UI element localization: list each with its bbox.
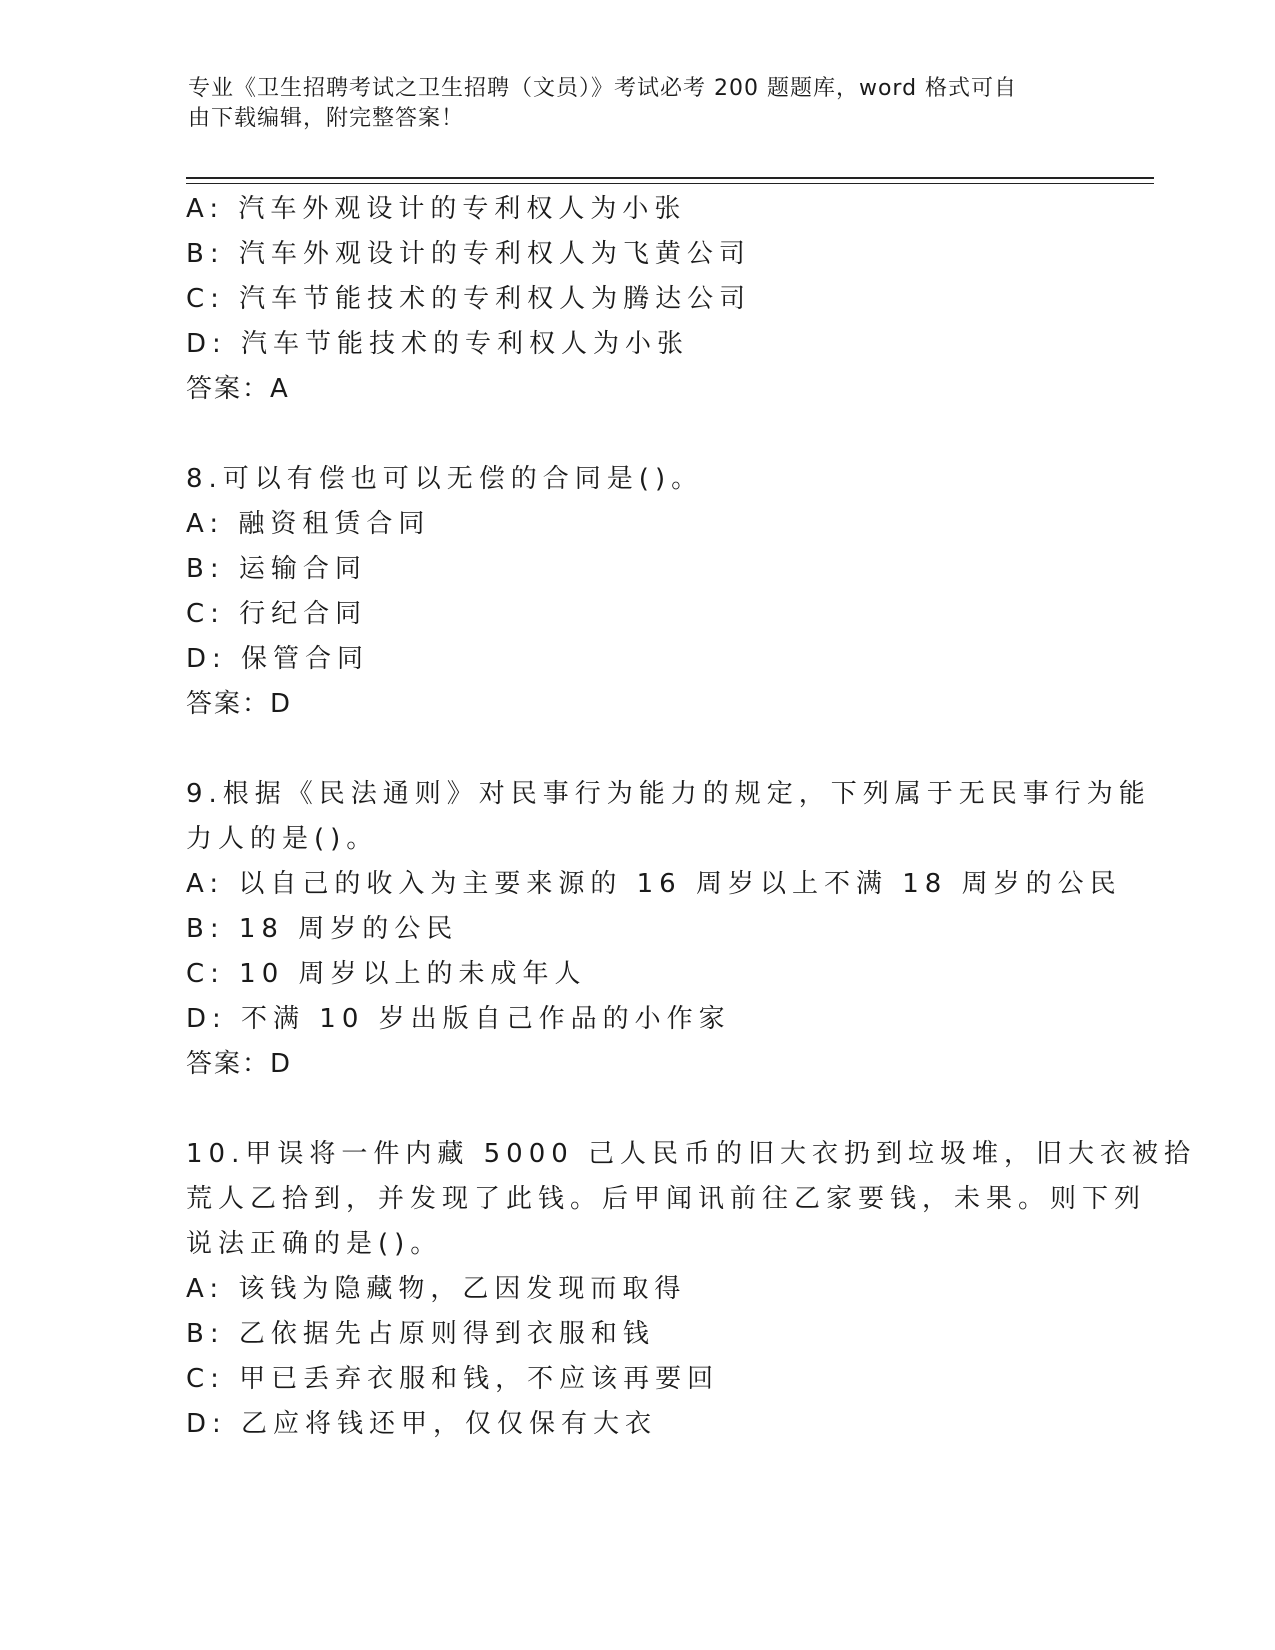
q10-stem-line-2: 荒人乙拾到，并发现了此钱。后甲闻讯前往乙家要钱，未果。则下列: [186, 1184, 1147, 1214]
q7-option-d: D: 汽车节能技术的专利权人为小张: [186, 329, 690, 359]
q10-stem-line-3: 说法正确的是()。: [186, 1229, 443, 1259]
q9-option-a: A: 以自己的收入为主要来源的 16 周岁以上不满 18 周岁的公民: [186, 869, 1122, 899]
header-line-1: 专业《卫生招聘考试之卫生招聘（文员）》考试必考 200 题题库，word 格式可自: [188, 76, 1018, 101]
q9-option-c: C: 10 周岁以上的未成年人: [186, 959, 587, 989]
q7-option-a: A: 汽车外观设计的专利权人为小张: [186, 194, 687, 224]
q8-option-b: B: 运输合同: [186, 554, 367, 584]
q9-stem-line-2: 力人的是()。: [186, 824, 379, 854]
header-line-2: 由下载编辑，附完整答案！: [188, 106, 465, 131]
q10-option-a: A: 该钱为隐藏物，乙因发现而取得: [186, 1274, 687, 1304]
q10-option-b: B: 乙依据先占原则得到衣服和钱: [186, 1319, 655, 1349]
header-divider-thin: [186, 183, 1154, 184]
q10-stem-line-1: 10.甲误将一件内藏 5000 己人民币的旧大衣扔到垃圾堆，旧大衣被拾: [186, 1139, 1197, 1169]
q7-option-b: B: 汽车外观设计的专利权人为飞黄公司: [186, 239, 751, 269]
q8-option-d: D: 保管合同: [186, 644, 370, 674]
q8-stem: 8.可以有偿也可以无偿的合同是()。: [186, 464, 704, 494]
q8-option-c: C: 行纪合同: [186, 599, 368, 629]
q10-option-c: C: 甲已丢弃衣服和钱，不应该再要回: [186, 1364, 720, 1394]
q8-answer: 答案：D: [186, 689, 293, 719]
q9-stem-line-1: 9.根据《民法通则》对民事行为能力的规定，下列属于无民事行为能: [186, 779, 1151, 809]
q7-option-c: C: 汽车节能技术的专利权人为腾达公司: [186, 284, 752, 314]
q9-answer: 答案：D: [186, 1049, 293, 1079]
q9-option-b: B: 18 周岁的公民: [186, 914, 459, 944]
header-divider-thick: [186, 177, 1154, 179]
q7-answer: 答案：A: [186, 374, 290, 404]
q9-option-d: D: 不满 10 岁出版自己作品的小作家: [186, 1004, 731, 1034]
document-header: [188, 74, 1088, 134]
q10-option-d: D: 乙应将钱还甲，仅仅保有大衣: [186, 1409, 658, 1439]
q8-option-a: A: 融资租赁合同: [186, 509, 431, 539]
